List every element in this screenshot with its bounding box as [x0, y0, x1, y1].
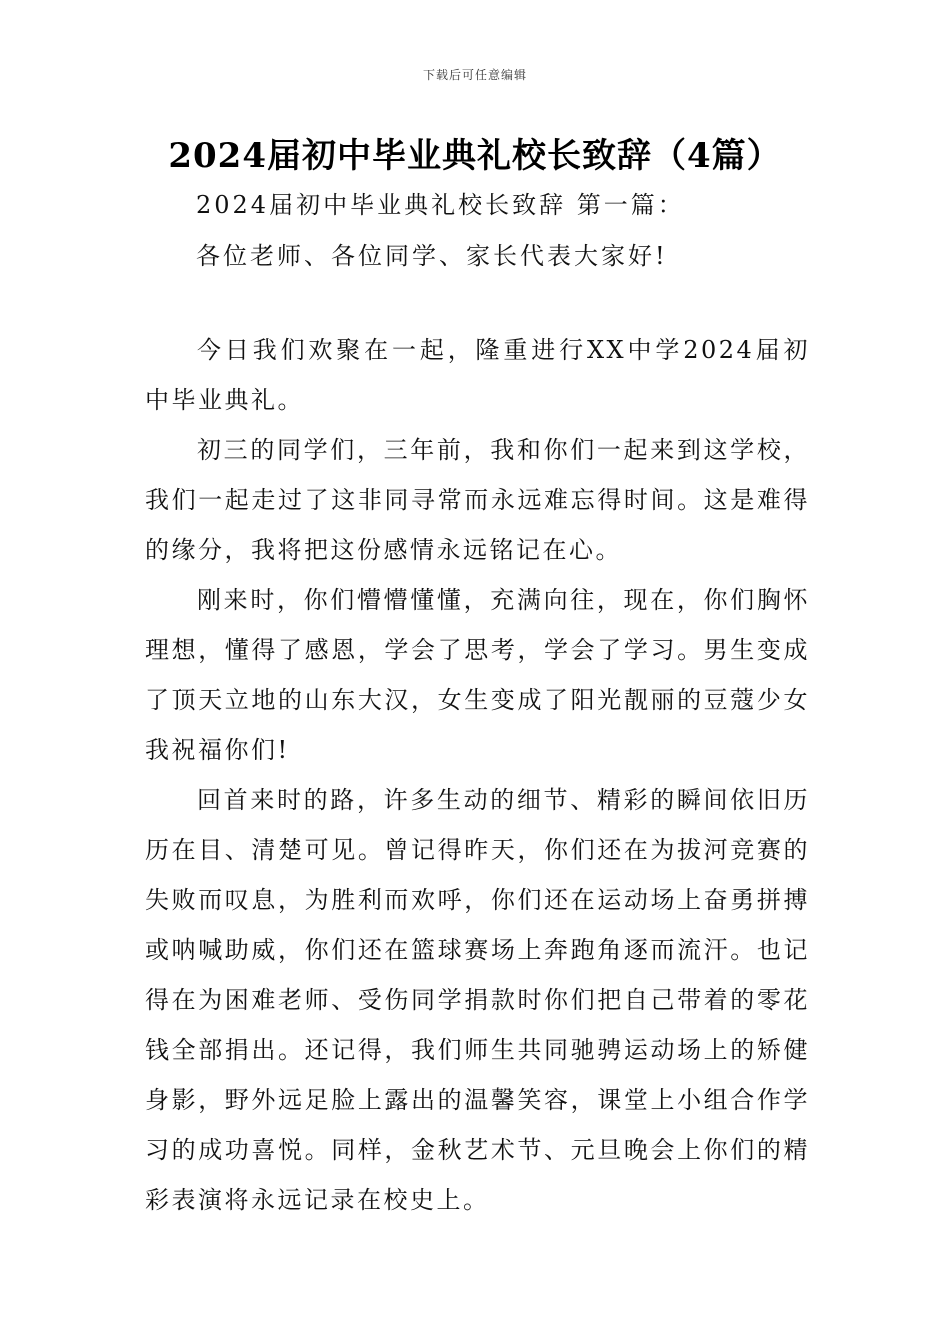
paragraph-growth: 刚来时，你们懵懵懂懂，充满向往，现在，你们胸怀理想，懂得了感恩，学会了思考，学会了学习。男生变成了顶天立地的山东大汉，女生变成了阳光靓丽的豆蔻少女我祝福你们!: [145, 586, 810, 764]
section-subtitle: 2024届初中毕业典礼校长致辞 第一篇：: [196, 191, 685, 219]
greeting-line: 各位老师、各位同学、家长代表大家好!: [196, 242, 668, 270]
paragraph-memories: 初三的同学们，三年前，我和你们一起来到这学校，我们一起走过了这非同寻常而永远难忘得时间。这是难得的缘分，我将把这份感情永远铭记在心。: [145, 436, 810, 564]
header-note: 下载后可任意编辑: [422, 68, 527, 82]
paragraph-opening: 今日我们欢聚在一起，隆重进行XX中学2024届初中毕业典礼。: [145, 336, 810, 414]
document-title: 2024届初中毕业典礼校长致辞（4篇）: [168, 136, 782, 176]
paragraph-recollection: 回首来时的路，许多生动的细节、精彩的瞬间依旧历历在目、清楚可见。曾记得昨天，你们还在为拔河竞赛的失败而叹息，为胜利而欢呼，你们还在运动场上奋勇拼搏或呐喊助威，你们还在篮球赛场上奔跑角逐而流汗。也记得在为困难老师、受伤同学捐款时你们把自己带着的零花钱全部捐出。还记得，我们师生共同驰骋运动场上的矫健身影，野外远足脸上露出的温馨笑容，课堂上小组合作学习的成功喜悦。同样，金秋艺术节、元旦晚会上你们的精彩表演将永远记录在校史上。: [145, 786, 810, 1214]
